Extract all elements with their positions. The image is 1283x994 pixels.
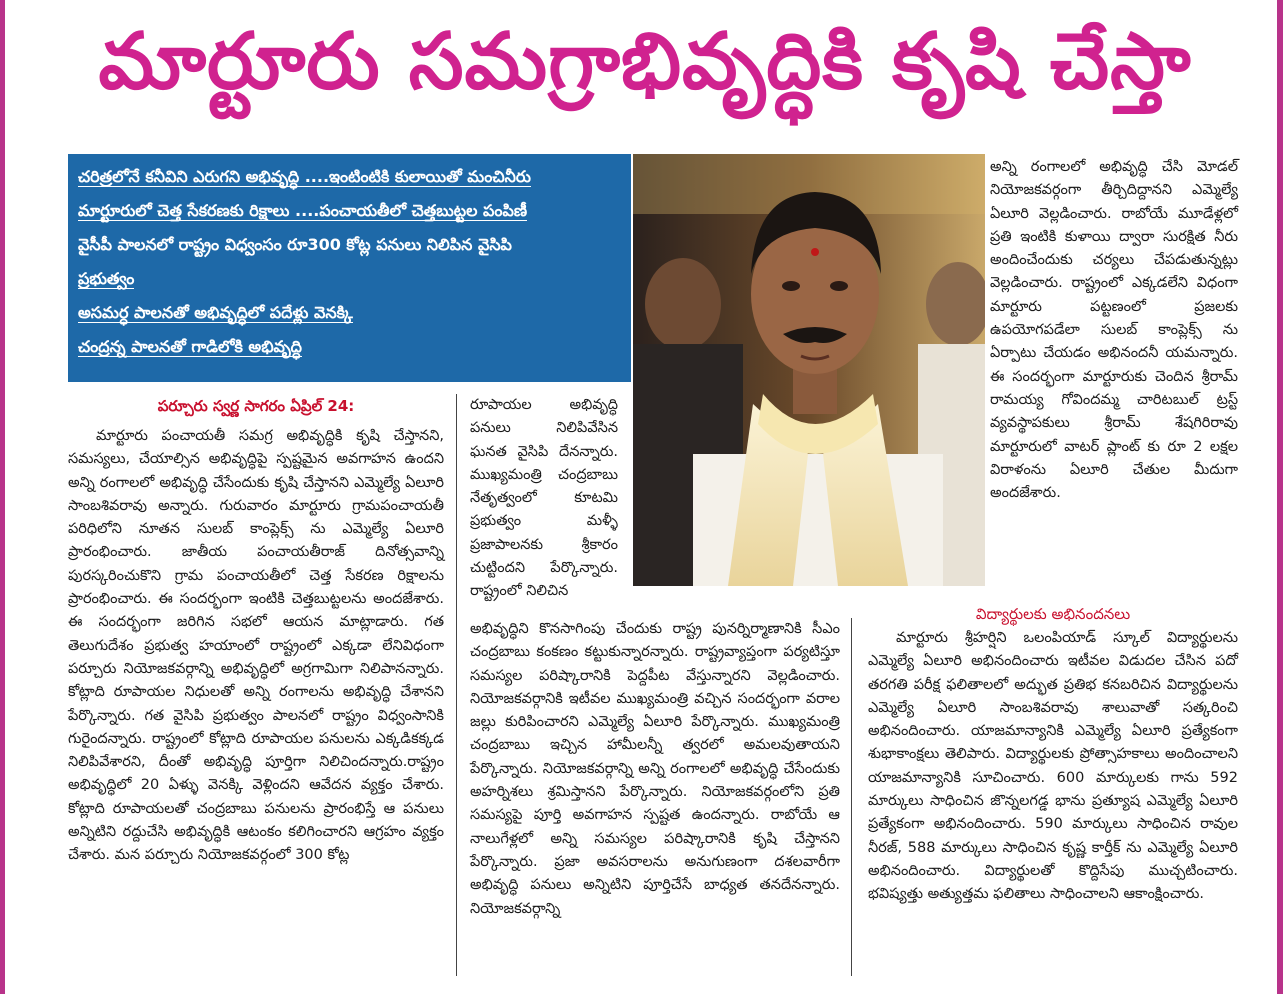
news-photo	[633, 154, 985, 586]
body-column-5	[868, 627, 1238, 907]
highlight-line: ప్రభుత్వం	[78, 269, 135, 288]
highlight-line: మార్టూరులో చెత్త సేకరణకు రిక్షాలు ....పంచాయతీలో చెత్తబుట్టల పంపిణీ	[78, 201, 528, 220]
highlight-line: చరిత్రలోనే కనీవిని ఎరుగని అభివృద్ధి ....ఇంటింటికి కులాయితో మంచినీరు	[78, 167, 531, 186]
highlight-line: చంద్రన్న పాలనతో గాడిలోకి అభివృద్ధి	[78, 337, 302, 356]
body-text: రూపాయల అభివృద్ధి పనులు నిలిపివేసిన ఘనత వైసిపి దేనన్నారు. ముఖ్యమంత్రి చంద్రబాబు నేతృత్వంలో కూటమి ప్రభుత్వం మళ్ళీ ప్రజాపాలనకు శ్రీకారం చుట్టిందని పేర్కొన్నారు. రాష్ట్రంలో నిలిచిన	[470, 397, 618, 600]
column-divider	[456, 394, 457, 976]
page-border-right	[1277, 0, 1283, 994]
highlights-box	[68, 154, 631, 382]
body-column-2	[470, 394, 618, 604]
body-text: మార్టూరు పంచాయతీ సమగ్ర అభివృద్ధికి కృషి చేస్తానని, సమస్యలు, చేయాల్సిన అభివృద్ధిపై స్పష్టమైన అవగాహన ఉందని అన్ని రంగాలలో అభివృద్ధి చేసేందుకు కృషి చేస్తానని ఎమ్మెల్యే ఏలూరి సాంబశివరావు అన్నారు. గురువారం మార్టూరు గ్రామపంచాయతీ పరిధిలోని నూతన సులబ్ కాంప్లెక్స్ ను ఎమ్మెల్యే ఏలూరి ప్రారంభించారు. జాతీయ పంచాయతీరాజ్ దినోత్సవాన్ని పురస్కరించుకొని గ్రామ పంచాయతీలో చెత్త సేకరణ రిక్షాలను ప్రారంభించారు. ఈ సందర్భంగా ఇంటికి చెత్తబుట్టలను అందజేశారు. ఈ సందర్భంగా జరిగిన సభలో ఆయన మాట్లాడారు. గత తెలుగుదేశం ప్రభుత్వ హయాంలో రాష్ట్రంలో ఎక్కడా లేనివిధంగా పర్చూరు నియోజకవర్గాన్ని అభివృద్ధిలో అగ్రగామిగా నిలిపానన్నారు. కోట్లాది రూపాయల నిధులతో అన్ని రంగాలను అభివృద్ధి చేశానని పేర్కొన్నారు. గత వైసిపి ప్రభుత్వం పాలనలో రాష్ట్రం విధ్వంసానికి గురైందన్నారు. రాష్ట్రంలో కోట్లాది రూపాయల పనులను ఎక్కడికక్కడ నిలిపివేశారని, దీంతో అభివృద్ధి పూర్తిగా నిలిచిందన్నారు.రాష్ట్రం అభివృద్ధిలో 20 ఏళ్ళు వెనక్కి వెళ్లిందని ఆవేదన వ్యక్తం చేశారు. కోట్లాది రూపాయలతో చంద్రబాబు పనులను ప్రారంభిస్తే ఆ పనులు అన్నిటిని రద్దుచేసి అభివృద్ధికి ఆటంకం కలిగించారని ఆగ్రహం వ్యక్తం చేశారు. మన పర్చూరు నియోజకవర్గంలో 300 కోట్ల	[68, 428, 444, 864]
subheading: విద్యార్థులకు అభినందనలు	[975, 605, 1131, 623]
highlight-line: వైసీపీ పాలనలో రాష్ట్రం విధ్వంసం రూ300 కోట్ల పనులు నిలిపిన వైసిపి	[78, 235, 512, 254]
page-border-left	[0, 0, 5, 994]
highlight-line: అసమర్ధ పాలనతో అభివృద్ధిలో పదేళ్లు వెనక్కి	[78, 303, 353, 322]
body-text: అన్ని రంగాలలో అభివృద్ధి చేసి మోడల్ నియోజకవర్గంగా తీర్చిదిద్దానని ఎమ్మెల్యే ఏలూరి వెల్లడించారు. రాబోయే మూడేళ్లలో ప్రతి ఇంటికి కుళాయి ద్వారా సురక్షిత నీరు అందించేందుకు చర్యలు చేపడుతున్నట్లు వెల్లడించారు. రాష్ట్రంలో ఎక్కడలేని విధంగా మార్టూరు పట్టణంలో ప్రజలకు ఉపయోగపడేలా సులబ్ కాంప్లెక్స్ ను ఏర్పాటు చేయడం అభినందనీ యమన్నారు. ఈ సందర్భంగా మార్టూరుకు చెందిన శ్రీరామ్ రామయ్య గోవిందమ్మ చారిటబుల్ ట్రస్ట్ వ్యవస్థాపకులు శ్రీరామ్ శేషగిరిరావు మార్టూరులో వాటర్ ప్లాంట్ కు రూ 2 లక్షల విరాళంను ఏలూరి చేతుల మీదుగా అందజేశారు.	[990, 159, 1238, 502]
dateline: పర్చూరు స్వర్ణ సాగరం ఏప్రిల్ 24:	[157, 397, 355, 415]
body-text: అభివృద్ధిని కొనసాగింపు చేందుకు రాష్ట్ర పునర్నిర్మాణానికి సీఎం చంద్రబాబు కంకణం కట్టుకున్నారన్నారు. రాష్ట్రవ్యాప్తంగా పర్యటిస్తూ సమస్యల పరిష్కారానికి పెద్దపీట వేస్తున్నారని వెల్లడించారు. నియోజకవర్గానికి ఇటీవల ముఖ్యమంత్రి వచ్చిన సందర్భంగా వరాల జల్లు కురిపించారని ఎమ్మెల్యే ఏలూరి పేర్కొన్నారు. ముఖ్యమంత్రి చంద్రబాబు ఇచ్చిన హామీలన్నీ త్వరలో అమలవుతాయని పేర్కొన్నారు. నియోజకవర్గాన్ని అన్ని రంగాలలో అభివృద్ధి చేసేందుకు అహర్నిశలు శ్రమిస్తానని పేర్కొన్నారు. నియోజకవర్గంలోని ప్రతి సమస్యపై పూర్తి అవగాహన స్పష్టత ఉందన్నారు. రాబోయే ఆ నాలుగేళ్లలో అన్ని సమస్యల పరిష్కారానికి కృషి చేస్తానని పేర్కొన్నారు. ప్రజా అవసరాలను అనుగుణంగా దశలవారీగా అభివృద్ధి పనులు అన్నిటిని పూర్తిచేసే బాధ్యత తనదేనన్నారు. నియోజకవర్గాన్ని	[470, 621, 840, 917]
article-headline: మార్టూరు సమగ్రాభివృద్ధికి కృషి చేస్తా	[98, 16, 1192, 107]
column-divider	[851, 618, 852, 976]
body-column-1	[68, 425, 444, 868]
body-column-4	[990, 156, 1238, 505]
body-column-3	[470, 618, 840, 921]
body-text: మార్టూరు శ్రీహర్షిని ఒలంపియాడ్ స్కూల్ విద్యార్థులను ఎమ్మెల్యే ఏలూరి అభినందించారు ఇటీవల విడుదల చేసిన పదో తరగతి పరీక్ష ఫలితాలలో అద్భుత ప్రతిభ కనబరిచిన విద్యార్థులను ఎమ్మెల్యే ఏలూరి సాంబశివరావు శాలువాతో సత్కరించి అభినందించారు. యాజమాన్యానికి ఎమ్మెల్యే ఏలూరి ప్రత్యేకంగా శుభాకాంక్షలు తెలిపారు. విద్యార్థులకు ప్రోత్సాహకాలు అందించాలని యాజమాన్యానికి సూచించారు. 600 మార్కులకు గాను 592 మార్కులు సాధించిన జొన్నలగడ్డ భాను ప్రత్యూష ఎమ్మెల్యే ఏలూరి ప్రత్యేకంగా అభినందించారు. 590 మార్కులు సాధించిన రావుల నీరజ్, 588 మార్కులు సాధించిన కృష్ణ కార్తీక్ ను ఎమ్మెల్యే ఏలూరి అభినందించారు. విద్యార్థులతో కొద్దిసేపు ముచ్చటించారు. భవిష్యత్తు అత్యుత్తమ ఫలితాలు సాధించాలని ఆకాంక్షించారు.	[868, 630, 1238, 903]
